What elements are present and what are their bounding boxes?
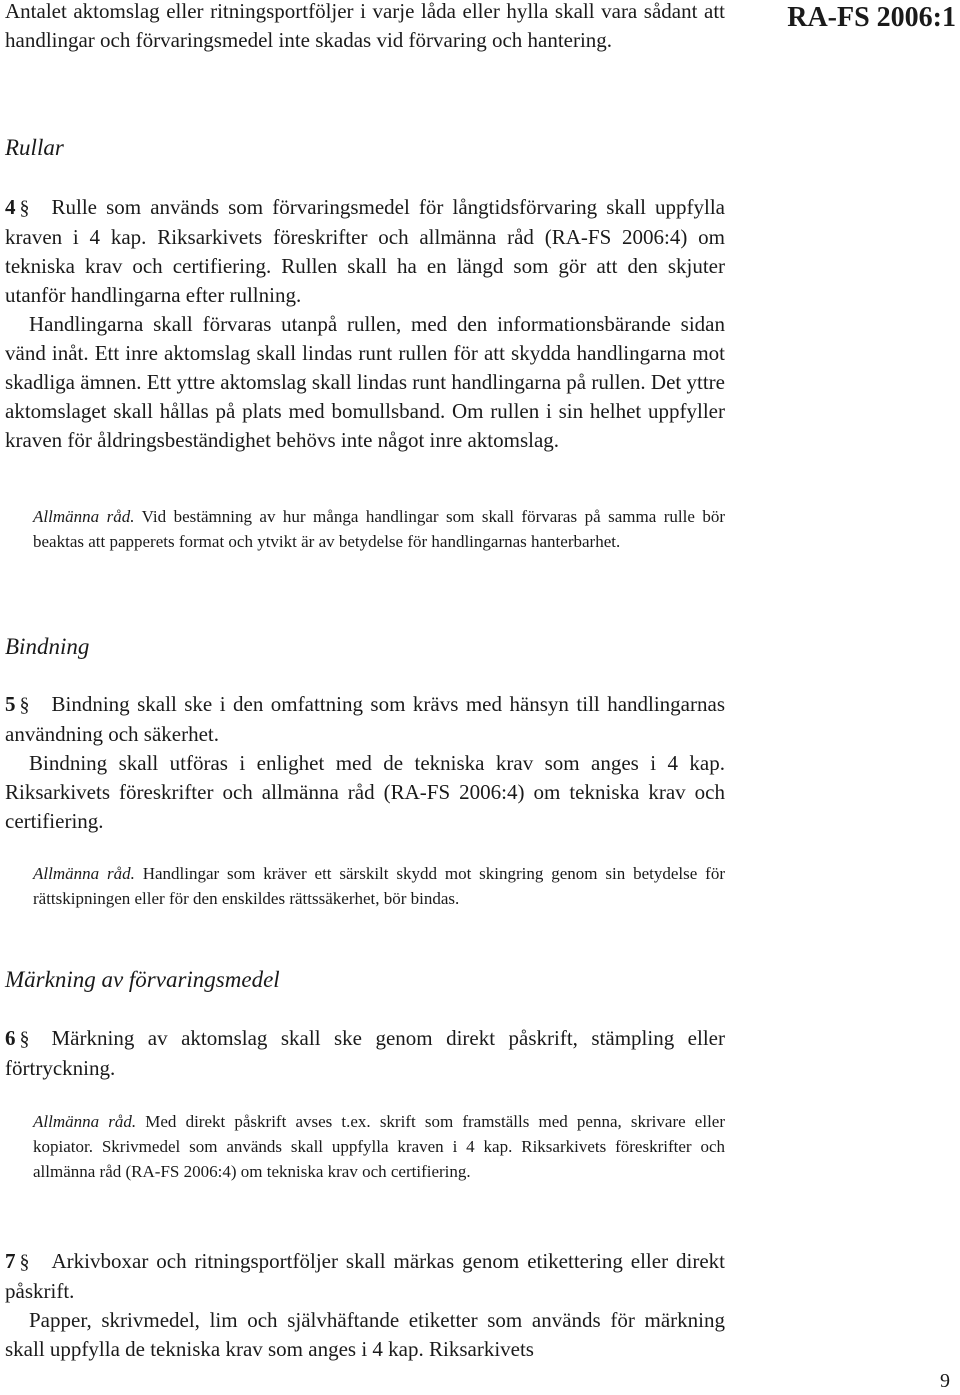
- paragraph-sign: §: [19, 1251, 30, 1273]
- section-5-paragraph-2: Bindning skall utföras i enlighet med de tekniska krav som anges i 4 kap. Riksarkivets föreskrifter och allmänna råd (RA-FS 2006:4) om tekniska krav och certifiering.: [5, 751, 725, 833]
- section-4: [5, 193, 725, 455]
- section-6: [5, 1024, 725, 1083]
- section-5-text-1: Bindning skall ske i den omfattning som krävs med hänsyn till handlingarnas användning och säkerhet.: [5, 692, 725, 746]
- section-5-paragraph-1: [5, 690, 725, 749]
- paragraph-sign: §: [19, 197, 30, 219]
- section-heading-bindning: [5, 632, 725, 661]
- section-heading-rullar: [5, 133, 725, 162]
- section-number: 4: [5, 195, 16, 219]
- section-7-paragraph-2: Papper, skrivmedel, lim och självhäftande etiketter som används för märkning skall uppfylla de tekniska krav som anges i 4 kap. Riksarkivets: [5, 1308, 725, 1361]
- section-4-paragraph-1: [5, 193, 725, 310]
- heading-rullar: Rullar: [5, 135, 64, 160]
- page-number: 9: [940, 1370, 950, 1392]
- section-7-paragraph-1: [5, 1247, 725, 1306]
- general-advice-6: [33, 1109, 725, 1184]
- general-advice-5: [33, 861, 725, 911]
- general-advice-4: [33, 504, 725, 554]
- section-6-text-1: Märkning av aktomslag skall ske genom direkt påskrift, stämpling eller förtryckning.: [5, 1026, 725, 1080]
- intro-text: Antalet aktomslag eller ritningsportföljer i varje låda eller hylla skall vara sådant att handlingar och förvaringsmedel inte skadas vid förvaring och hantering.: [5, 0, 725, 52]
- general-advice-text: Med direkt påskrift avses t.ex. skrift som framställs med penna, skrivare eller kopiator. Skrivmedel som används skall uppfylla kraven i 4 kap. Riksarkivets föreskrifter och allmänna råd (RA-FS 2006:4) om tekniska krav och certifiering.: [33, 1112, 725, 1181]
- section-4-paragraph-2: Handlingarna skall förvaras utanpå rullen, med den informationsbärande sidan vänd inåt. Ett inre aktomslag skall lindas runt rullen för att skydda handlingarna mot skadliga ämnen. Ett yttre aktomslag skall lindas runt handlingarna på rullen. Det yttre aktomslaget skall hållas på plats med bomullsband. Om rullen i sin helhet uppfyller kraven för åldringsbeständighet behövs inte något inre aktomslag.: [5, 312, 725, 452]
- general-advice-label: Allmänna råd.: [33, 507, 135, 526]
- section-7: [5, 1247, 725, 1364]
- section-5: [5, 690, 725, 836]
- heading-bindning: Bindning: [5, 634, 90, 659]
- section-7-text-1: Arkivboxar och ritningsportföljer skall märkas genom etikettering eller direkt påskrift.: [5, 1249, 725, 1303]
- section-number: 5: [5, 692, 16, 716]
- general-advice-label: Allmänna råd.: [33, 864, 135, 883]
- intro-paragraph: [5, 0, 725, 55]
- paragraph-sign: §: [19, 1028, 30, 1050]
- general-advice-label: Allmänna råd.: [33, 1112, 137, 1131]
- section-4-text-1: Rulle som används som förvaringsmedel för långtidsförvaring skall uppfylla kraven i 4 kap. Riksarkivets föreskrifter och allmänna råd (RA-FS 2006:4) om tekniska krav och certifiering. Rullen skall ha en längd som gör att den skjuter utanför handlingarna efter rullning.: [5, 195, 725, 307]
- section-heading-markning: [5, 965, 725, 994]
- document-id: RA-FS 2006:1: [787, 2, 956, 33]
- general-advice-text: Handlingar som kräver ett särskilt skydd mot skingring genom sin betydelse för rättskipningen eller för den enskildes rättssäkerhet, bör bindas.: [33, 864, 725, 908]
- section-number: 7: [5, 1249, 16, 1273]
- section-6-paragraph-1: [5, 1024, 725, 1083]
- section-number: 6: [5, 1026, 16, 1050]
- paragraph-sign: §: [19, 694, 30, 716]
- heading-markning: Märkning av förvaringsmedel: [5, 967, 280, 992]
- general-advice-text: Vid bestämning av hur många handlingar som skall förvaras på samma rulle bör beaktas att papperets format och ytvikt är av betydelse för handlingarnas hanterbarhet.: [33, 507, 725, 551]
